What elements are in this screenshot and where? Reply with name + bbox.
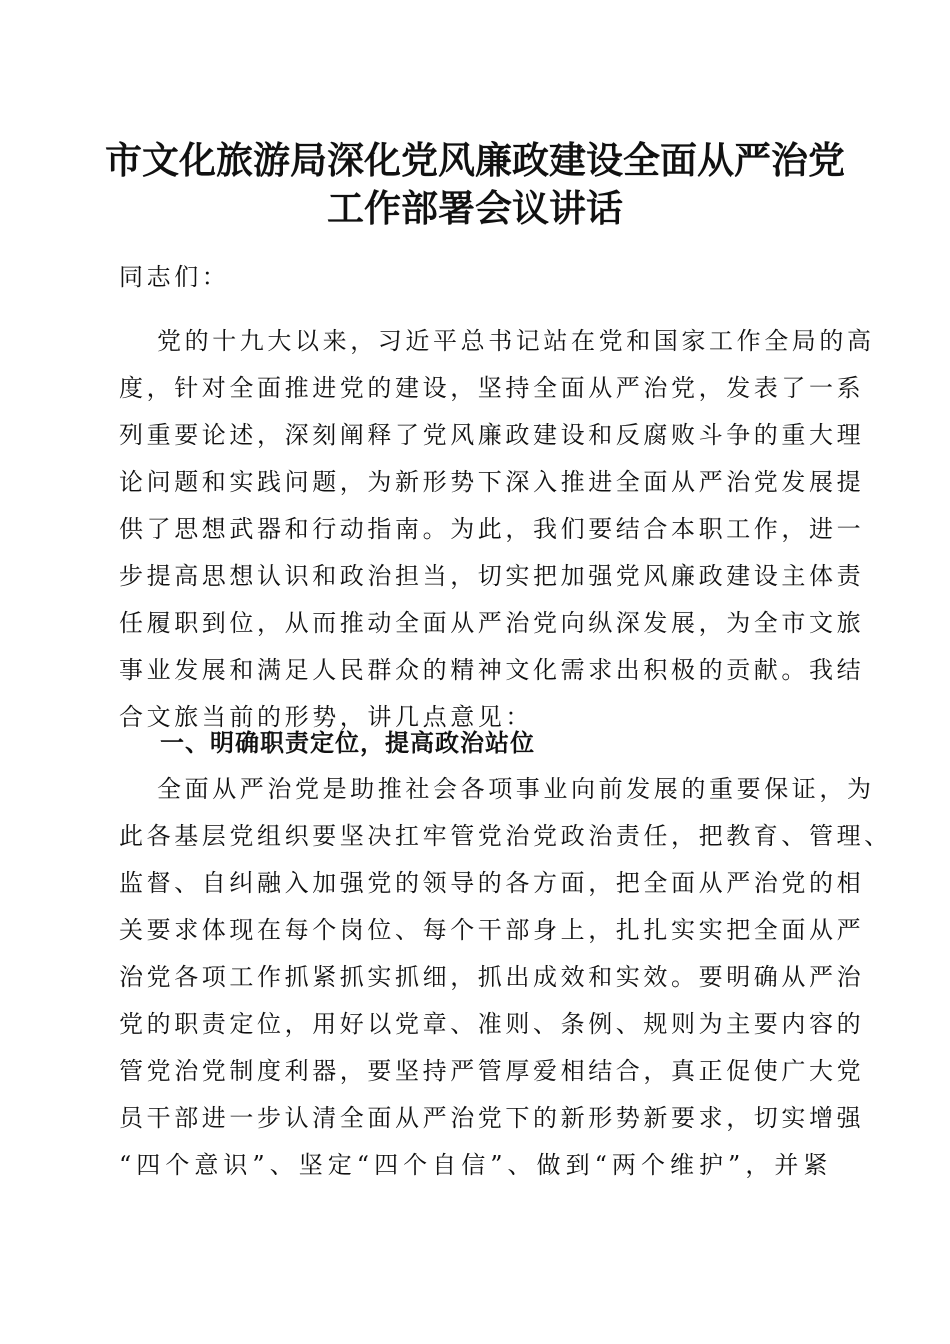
paragraph-2-line: 监督、自纠融入加强党的领导的各方面，把全面从严治党的相 xyxy=(119,869,865,897)
paragraph-2-line: 员干部进一步认清全面从严治党下的新形势新要求，切实增强 xyxy=(119,1104,865,1132)
paragraph-2-line: 治党各项工作抓紧抓实抓细，抓出成效和实效。要明确从严治 xyxy=(119,963,865,991)
document-title-line-2: 工作部署会议讲话 xyxy=(327,186,623,230)
paragraph-1-line: 供了思想武器和行动指南。为此，我们要结合本职工作，进一 xyxy=(119,515,865,543)
paragraph-1-line: 事业发展和满足人民群众的精神文化需求出积极的贡献。我结 xyxy=(119,656,865,684)
paragraph-1-line: 列重要论述，深刻阐释了党风廉政建设和反腐败斗争的重大理 xyxy=(119,421,865,449)
paragraph-1 xyxy=(119,318,875,741)
paragraph-2-line: 此各基层党组织要坚决扛牢管党治党政治责任，把教育、管理、 xyxy=(119,822,892,850)
paragraph-1-line: 合文旅当前的形势，讲几点意见： xyxy=(119,703,533,731)
paragraph-1-line: 度，针对全面推进党的建设，坚持全面从严治党，发表了一系 xyxy=(119,374,865,402)
paragraph-1-line: 任履职到位，从而推动全面从严治党向纵深发展，为全市文旅 xyxy=(119,609,865,637)
paragraph-2-line: 党的职责定位，用好以党章、准则、条例、规则为主要内容的 xyxy=(119,1010,865,1038)
paragraph-2-line: “四个意识”、坚定“四个自信”、做到“两个维护”，并紧 xyxy=(119,1151,831,1179)
paragraph-1-line: 论问题和实践问题，为新形势下深入推进全面从严治党发展提 xyxy=(119,468,865,496)
paragraph-2-line: 关要求体现在每个岗位、每个干部身上，扎扎实实把全面从严 xyxy=(119,916,865,944)
greeting: 同志们： xyxy=(119,263,230,291)
paragraph-2-line: 全面从严治党是助推社会各项事业向前发展的重要保证，为 xyxy=(157,775,875,803)
document-title-line-1: 市文化旅游局深化党风廉政建设全面从严治党 xyxy=(105,138,845,182)
paragraph-1-line: 党的十九大以来，习近平总书记站在党和国家工作全局的高 xyxy=(157,327,875,355)
section-heading-1: 一、明确职责定位，提高政治站位 xyxy=(160,729,535,757)
paragraph-1-line: 步提高思想认识和政治担当，切实把加强党风廉政建设主体责 xyxy=(119,562,865,590)
paragraph-2 xyxy=(119,766,892,1189)
paragraph-2-line: 管党治党制度利器，要坚持严管厚爱相结合，真正促使广大党 xyxy=(119,1057,865,1085)
